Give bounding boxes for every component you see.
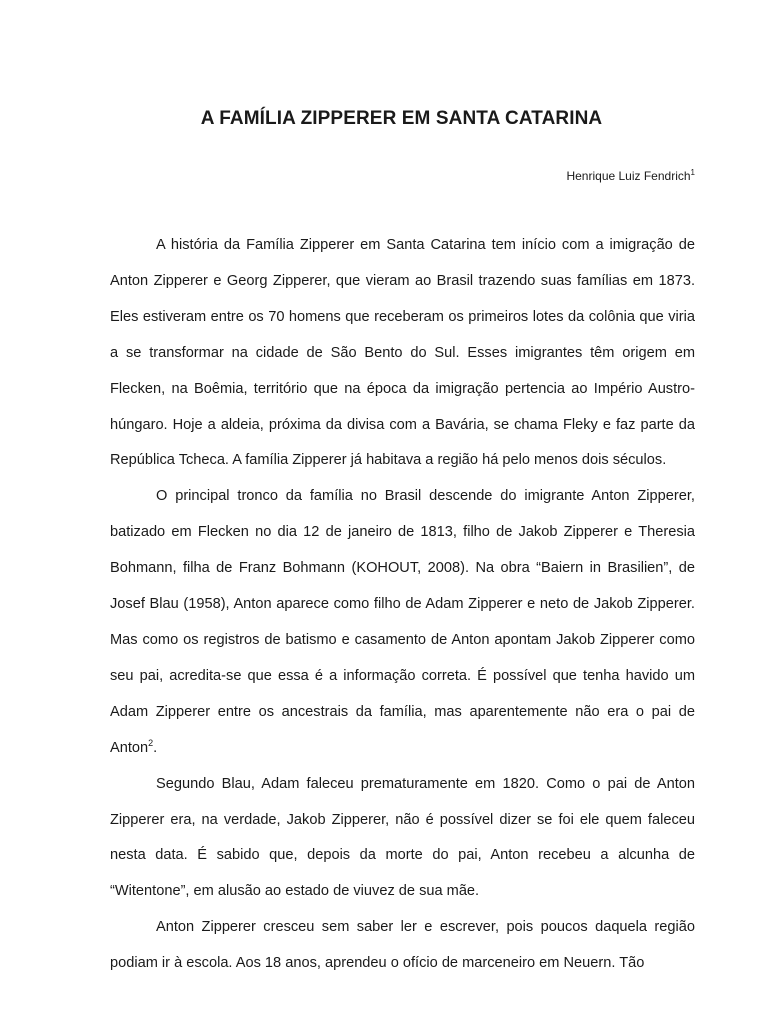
body-text bbox=[110, 228, 695, 982]
author-footnote-mark: 1 bbox=[690, 168, 695, 177]
paragraph-3-text: Segundo Blau, Adam faleceu prematuramente em 1820. Como o pai de Anton Zipperer era, na verdade, Jakob Zipperer, não é possível dizer se foi ele quem faleceu nesta data. É sabido que, depois da morte do pai, Anton recebeu a alcunha de “Witentone”, em alusão ao estado de viuvez de sua mãe. bbox=[110, 775, 695, 900]
paragraph-3 bbox=[110, 767, 695, 911]
footnote-mark-2: 2 bbox=[148, 737, 154, 748]
paragraph-1 bbox=[110, 228, 695, 479]
paragraph-2-tail: . bbox=[153, 739, 158, 756]
paragraph-1-text: A história da Família Zipperer em Santa Catarina tem início com a imigração de Anton Zipperer e Georg Zipperer, que vieram ao Brasil trazendo suas famílias em 1873. Eles estiveram entre os 70 homens que receberam os primeiros lotes da colônia que viria a se transformar na cidade de São Bento do Sul. Esses imigrantes têm origem em Flecken, na Boêmia, território que na época da imigração pertencia ao Império Austro-húngaro. Hoje a aldeia, próxima da divisa com a Bavária, se chama Fleky e faz parte da República Tcheca. A família Zipperer já habitava a região há pelo menos dois séculos. bbox=[110, 237, 695, 469]
author-name: Henrique Luiz Fendrich bbox=[566, 169, 691, 183]
document-title: A FAMÍLIA ZIPPERER EM SANTA CATARINA bbox=[200, 108, 603, 129]
paragraph-4 bbox=[110, 910, 695, 982]
author-line bbox=[566, 169, 695, 183]
paragraph-2-text: O principal tronco da família no Brasil descende do imigrante Anton Zipperer, batizado em Flecken no dia 12 de janeiro de 1813, filho de Jakob Zipperer e Theresia Bohmann, filha de Franz Bohmann (KOHOUT, 2008). Na obra “Baiern in Brasilien”, de Josef Blau (1958), Anton aparece como filho de Adam Zipperer e neto de Jakob Zipperer. Mas como os registros de batismo e casamento de Anton apontam Jakob Zipperer como seu pai, acredita-se que essa é a informação correta. É possível que tenha havido um Adam Zipperer entre os ancestrais da família, mas aparentemente não era o pai de Anton bbox=[110, 488, 695, 756]
paragraph-2 bbox=[110, 479, 695, 766]
paragraph-4-text: Anton Zipperer cresceu sem saber ler e escrever, pois poucos daquela região podiam ir à escola. Aos 18 anos, aprendeu o ofício de marceneiro em Neuern. Tão bbox=[110, 919, 695, 972]
